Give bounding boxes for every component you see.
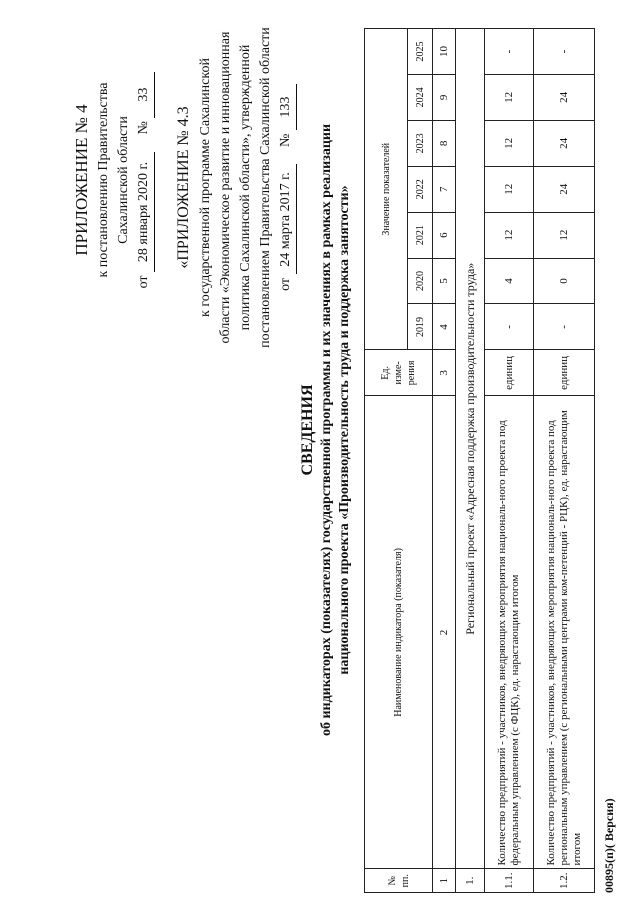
table-row [534, 29, 595, 893]
appendix-4-3-line2: области «Экономическое развитие и инновационная [218, 31, 233, 344]
row-name: Количество предприятий - участников, внедряющих мероприятия националь-ного проекта под федеральным управлением (с ФЦК), ед. нарастающим итогом [485, 396, 534, 869]
appendix-4-number: 33 [134, 72, 155, 118]
colnum: 7 [433, 166, 456, 212]
header-year: 2023 [408, 120, 433, 166]
colnum: 1 [433, 869, 456, 893]
section-num: 1. [456, 869, 485, 893]
row-value: 12 [534, 212, 595, 258]
row-num: 1.1. [485, 869, 534, 893]
appendix-4-date-line [134, 15, 155, 345]
colnum: 2 [433, 396, 456, 869]
section-row [456, 29, 485, 893]
header-unit: Ед. изме-рения [365, 350, 433, 396]
appendix-4-no-label: № [136, 121, 151, 135]
heading-line2: национального проекта «Производительность труда и поддержка занятости» [337, 185, 352, 675]
header-year: 2021 [408, 212, 433, 258]
appendix-4-3-no-label: № [278, 133, 293, 147]
header-year: 2022 [408, 166, 433, 212]
appendix-4-3-block [172, 10, 297, 365]
header-year: 2025 [408, 29, 433, 75]
column-numbers-row [433, 29, 456, 893]
appendix-4-line2: Сахалинской области [116, 116, 131, 244]
appendix-4-3-date-line [276, 10, 297, 365]
row-value: 4 [485, 258, 534, 304]
colnum: 8 [433, 120, 456, 166]
colnum: 4 [433, 304, 456, 350]
row-value: 24 [534, 120, 595, 166]
document-heading [298, 35, 354, 825]
colnum: 9 [433, 74, 456, 120]
colnum: 5 [433, 258, 456, 304]
row-value: 0 [534, 258, 595, 304]
appendix-4-title: ПРИЛОЖЕНИЕ № 4 [72, 104, 91, 256]
heading-line1: об индикаторах (показателях) государственной программы и их значениях в рамках реализации [319, 123, 334, 737]
row-value: 24 [534, 166, 595, 212]
section-title: Региональный проект «Адресная поддержка производительности труда» [456, 29, 485, 870]
header-year: 2019 [408, 304, 433, 350]
row-value: - [485, 29, 534, 75]
appendix-4-3-line4: постановлением Правительства Сахалинской области [258, 27, 273, 348]
appendix-4-3-line3: политика Сахалинской области», утвержденной [238, 44, 253, 331]
row-value: - [534, 304, 595, 350]
row-value: 24 [534, 74, 595, 120]
table-row [485, 29, 534, 893]
appendix-4-line1: к постановлению Правительства [96, 82, 111, 278]
heading-title: СВЕДЕНИЯ [299, 384, 316, 476]
header-values: Значение показателей [365, 29, 408, 350]
appendix-4-3-date: 24 марта 2017 г. [276, 164, 297, 274]
row-num: 1.2. [534, 869, 595, 893]
row-value: 12 [485, 212, 534, 258]
colnum: 3 [433, 350, 456, 396]
appendix-4-block [70, 15, 155, 345]
appendix-4-3-date-prefix: от [278, 277, 293, 291]
colnum: 10 [433, 29, 456, 75]
header-year: 2024 [408, 74, 433, 120]
row-value: - [485, 304, 534, 350]
colnum: 6 [433, 212, 456, 258]
header-year: 2020 [408, 258, 433, 304]
row-value: 12 [485, 74, 534, 120]
row-value: 12 [485, 166, 534, 212]
appendix-4-date: 28 января 2020 г. [134, 152, 155, 272]
header-num: № пп. [365, 869, 433, 893]
header-name: Наименование индикатора (показателя) [365, 396, 433, 869]
footer-code: 00895(п)( Версия) [602, 798, 616, 893]
appendix-4-3-number: 133 [276, 84, 297, 130]
row-name: Количество предприятий - участников, внедряющих мероприятия националь-ного проекта под региональным управлением (с региональными центрами ком-петенций - РЦК), ед. нарастающим итогом [534, 396, 595, 869]
appendix-4-date-prefix: от [136, 275, 151, 289]
indicators-table [364, 28, 595, 893]
row-value: - [534, 29, 595, 75]
appendix-4-3-line1: к государственной программе Сахалинской [198, 58, 213, 317]
row-unit: единиц [534, 350, 595, 396]
appendix-4-3-title: «ПРИЛОЖЕНИЕ № 4.3 [175, 106, 192, 269]
row-unit: единиц [485, 350, 534, 396]
row-value: 12 [485, 120, 534, 166]
